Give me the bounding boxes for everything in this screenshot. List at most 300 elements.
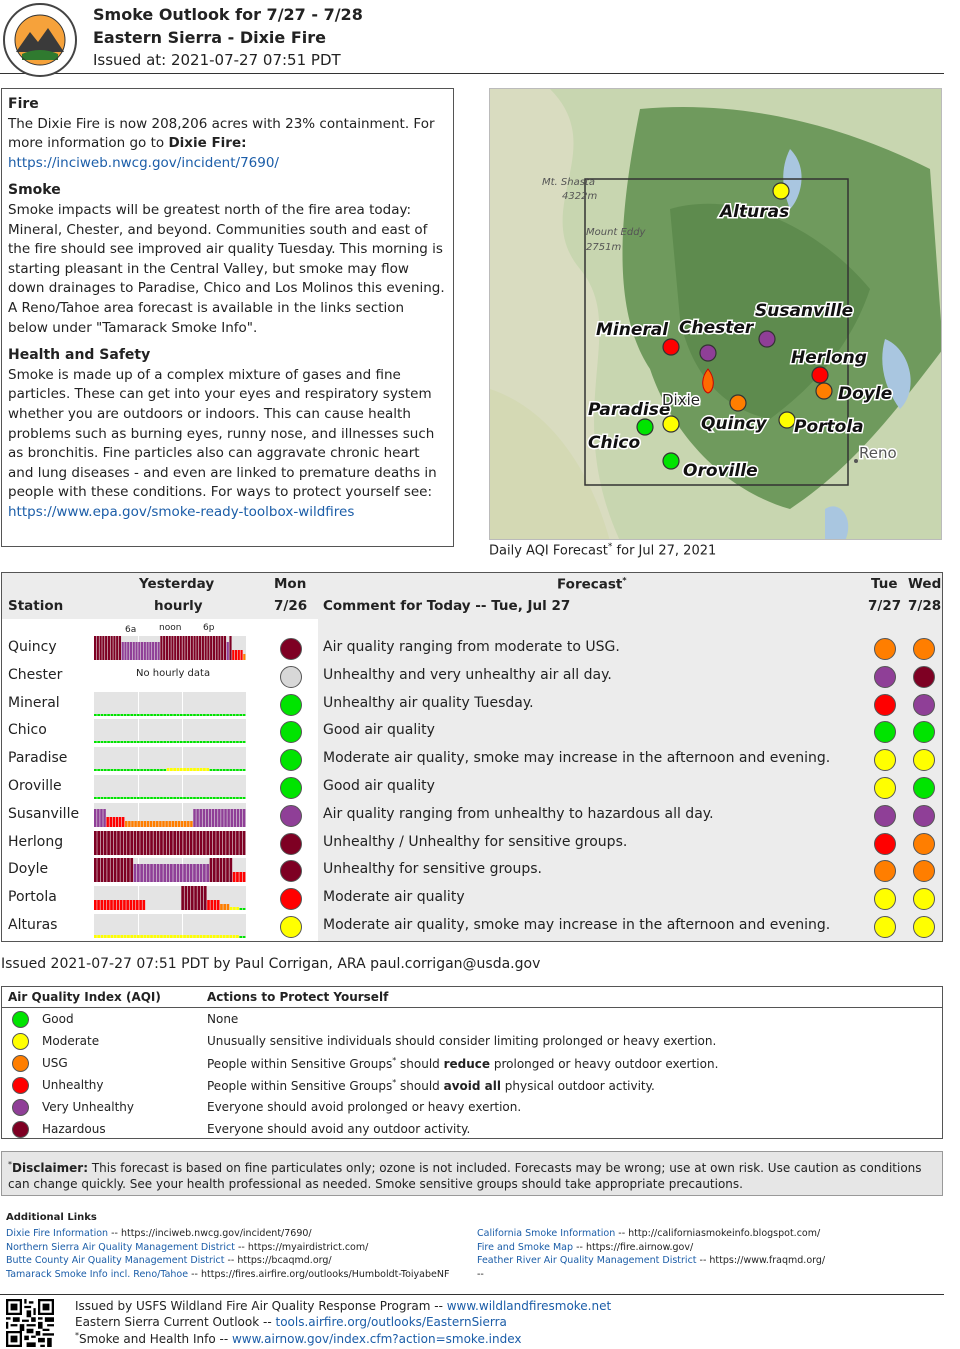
legend-dot (12, 1099, 29, 1116)
hourly-bar (134, 741, 137, 743)
hourly-bar (196, 768, 199, 771)
legend-dot (12, 1077, 29, 1094)
smoke-heading: Smoke (8, 182, 61, 199)
additional-links-heading: Additional Links (6, 1212, 97, 1223)
legend-action: Everyone should avoid any outdoor activity. (207, 1122, 471, 1136)
legend-dot (12, 1033, 29, 1050)
hourly-bar (94, 858, 97, 882)
airnow-link[interactable]: www.airnow.gov/index.cfm?action=smoke.index (231, 1332, 522, 1346)
additional-link: California Smoke Information -- http://californiasmokeinfo.blogspot.com/ (477, 1228, 821, 1239)
tue-aqi-dot (874, 860, 896, 882)
hourly-bar (120, 831, 123, 855)
hourly-bar (229, 935, 232, 938)
hourly-bar (97, 858, 100, 882)
program-logo (2, 2, 78, 78)
table-row (2, 830, 942, 858)
map-dot-susanville (759, 331, 775, 347)
hourly-bar (124, 714, 127, 716)
hourly-bar (127, 831, 130, 855)
hourly-bar (107, 769, 110, 771)
legend-row (2, 1009, 942, 1031)
hourly-bar (223, 797, 226, 799)
hourly-bar (183, 768, 186, 771)
hourly-bar (144, 831, 147, 855)
hourly-bar (105, 636, 107, 660)
hourly-bar (113, 636, 115, 660)
forecast-comment: Unhealthy / Unhealthy for sensitive groups. (323, 833, 628, 850)
hourly-bar (97, 769, 100, 771)
hourly-bar (104, 900, 107, 910)
hourly-bar (227, 642, 229, 660)
hourly-bar (229, 797, 232, 799)
hourly-bar (173, 741, 176, 743)
hourly-bar (97, 831, 100, 855)
hourly-bar (187, 768, 190, 771)
hourly-bar (153, 714, 156, 716)
hourly-bar (213, 636, 215, 660)
hourly-bar (104, 935, 107, 938)
hourly-bar (190, 768, 193, 771)
hourly-bar (216, 769, 219, 771)
hourly-bar (165, 821, 168, 827)
hourly-bar (134, 821, 137, 827)
hourly-bar (150, 769, 153, 771)
hourly-bar (234, 809, 237, 827)
hourly-bar (190, 797, 193, 799)
station-name: Doyle (8, 861, 49, 878)
hourly-bar (123, 900, 126, 910)
hourly-bar (193, 935, 196, 938)
hourly-bar (203, 768, 206, 771)
hourly-bar (120, 741, 123, 743)
hourly-bar (190, 821, 193, 827)
hourly-bar (144, 714, 147, 716)
map-label-doyle: Doyle (838, 384, 893, 404)
hourly-bar (155, 642, 157, 660)
inciweb-link[interactable]: https://inciweb.nwcg.gov/incident/7690/ (8, 154, 279, 171)
hourly-bar (184, 821, 187, 827)
hourly-bar (153, 769, 156, 771)
hourly-bar (213, 769, 216, 771)
forecast-comment: Moderate air quality, smoke may increase in the afternoon and evening. (323, 917, 831, 933)
disclaimer-text: This forecast is based on fine particulates only; ozone is not included. Forecasts may be wrong; use at own risk. Use caution as conditions can change quickly. See your health professional as needed. Smoke sensitive groups should take appropriate precautions. (8, 1161, 922, 1191)
hourly-bar (180, 741, 183, 743)
map-label-susanville: Susanville (755, 301, 854, 321)
hourly-bar (206, 831, 209, 855)
terrain-map (490, 89, 942, 540)
legend-action: Everyone should avoid prolonged or heavy exertion. (207, 1100, 522, 1114)
mon-aqi-dot (280, 666, 302, 688)
hourly-bar (97, 935, 100, 938)
hourly-bar (100, 636, 102, 660)
hourly-bar (157, 769, 160, 771)
map-label-peak1: Mt. Shasta (542, 177, 595, 188)
hourly-bar (153, 741, 156, 743)
col-wed: Wed (908, 576, 942, 592)
hourly-bar (223, 904, 226, 910)
hourly-bar (157, 831, 160, 855)
hourly-bar (200, 864, 203, 882)
tue-aqi-dot (874, 777, 896, 799)
map-dot-quincy (730, 395, 746, 411)
hourly-bar (159, 821, 162, 827)
link-name[interactable]: Fire and Smoke Map (477, 1241, 574, 1253)
hourly-bar (163, 831, 166, 855)
hourly-bar (190, 935, 193, 938)
hourly-bar (210, 935, 213, 938)
hourly-bar (187, 714, 190, 716)
hourly-bar (196, 864, 199, 882)
hourly-bar (203, 797, 206, 799)
hourly-bar (147, 935, 150, 938)
hourly-bar (236, 741, 239, 743)
hourly-bar (152, 642, 154, 660)
hourly-bar (130, 741, 133, 743)
hourly-bar (216, 636, 218, 660)
hourly-bar (173, 797, 176, 799)
hourly-bar (101, 714, 104, 716)
hourly-bar (210, 741, 213, 743)
hourly-bar (130, 900, 133, 910)
tue-aqi-dot (874, 666, 896, 688)
hourly-bar (218, 636, 220, 660)
hourly-bar (233, 714, 236, 716)
hourly-bar (226, 935, 229, 938)
hourly-bar (104, 769, 107, 771)
mon-aqi-dot (280, 888, 302, 910)
hourly-bar (160, 769, 163, 771)
legend-label: Good (42, 1012, 74, 1026)
aqi-legend (1, 986, 943, 1139)
map-label-peak2: Mount Eddy (586, 227, 646, 238)
hourly-bar (140, 741, 143, 743)
hourly-bar (135, 642, 137, 660)
map-label-paradise: Paradise (588, 400, 671, 420)
col-yesterday: Yesterday (139, 576, 215, 592)
hourly-bar (193, 831, 196, 855)
link-name[interactable]: Northern Sierra Air Quality Management District (6, 1241, 235, 1253)
hourly-bar (97, 809, 100, 827)
hourly-sparkline (94, 692, 246, 716)
hourly-bar (160, 935, 163, 938)
hourly-bar (133, 642, 135, 660)
hourly-bar (173, 768, 176, 771)
hourly-bar (170, 714, 173, 716)
legend-actions-heading: Actions to Protect Yourself (207, 990, 389, 1004)
hourly-bar (173, 831, 176, 855)
link-name[interactable]: Feather River Air Quality Management District (477, 1255, 697, 1267)
map-label-reno: Reno (859, 444, 897, 462)
hourly-bar (173, 714, 176, 716)
fire-paragraph (8, 115, 447, 174)
hourly-bar (206, 935, 209, 938)
hourly-bar (193, 864, 196, 882)
hourly-bar (130, 797, 133, 799)
wed-aqi-dot (913, 666, 935, 688)
hourly-bar (196, 636, 198, 660)
hourly-bar (97, 714, 100, 716)
hourly-bar (160, 741, 163, 743)
page-title: Smoke Outlook for 7/27 - 7/28 (93, 5, 363, 24)
station-name: Paradise (8, 750, 68, 767)
hourly-bar (200, 831, 203, 855)
hourly-bar (191, 636, 193, 660)
link-name[interactable]: Tamarack Smoke Info incl. Reno/Tahoe (6, 1269, 189, 1281)
hourly-bar (102, 636, 104, 660)
hourly-bar (160, 831, 163, 855)
current-outlook-link[interactable]: tools.airfire.org/outlooks/EasternSierra (275, 1315, 507, 1329)
hourly-bar (144, 864, 147, 882)
hourly-bar (203, 864, 206, 882)
tue-aqi-dot (874, 694, 896, 716)
hourly-bar (240, 650, 242, 660)
hourly-bar (215, 809, 218, 827)
hourly-bar (119, 636, 121, 660)
hourly-bar (173, 864, 176, 882)
hourly-bar (114, 831, 117, 855)
hourly-bar (137, 821, 140, 827)
wed-aqi-dot (913, 833, 935, 855)
hourly-bar (196, 809, 199, 827)
col-tue: Tue (871, 576, 898, 592)
hourly-bar (113, 817, 116, 827)
hourly-bar (157, 741, 160, 743)
hourly-bar (134, 714, 137, 716)
hourly-bar (107, 797, 110, 799)
tick-6p: 6p (203, 623, 215, 633)
hourly-bar (116, 817, 119, 827)
hourly-bar (213, 797, 216, 799)
forecast-comment: Unhealthy air quality Tuesday. (323, 694, 534, 711)
hourly-bar (114, 714, 117, 716)
hourly-bar (114, 935, 117, 938)
legend-row (2, 1031, 942, 1053)
hourly-bar (196, 831, 199, 855)
hourly-bar (187, 741, 190, 743)
hourly-bar (236, 831, 239, 855)
wildlandfiresmoke-link[interactable]: www.wildlandfiresmoke.net (446, 1299, 612, 1313)
footer-line-3: *Smoke and Health Info -- www.airnow.gov/index.cfm?action=smoke.index (75, 1331, 522, 1346)
hourly-bar (243, 809, 246, 827)
hourly-bar (111, 831, 114, 855)
hourly-bar (187, 821, 190, 827)
hourly-bar (124, 741, 127, 743)
tue-aqi-dot (874, 833, 896, 855)
hourly-bar (210, 858, 213, 882)
fire-heading: Fire (8, 96, 39, 112)
hourly-sparkline (94, 719, 246, 743)
footer-line-2: Eastern Sierra Current Outlook -- tools.airfire.org/outlooks/EasternSierra (75, 1315, 507, 1329)
hourly-bar (104, 831, 107, 855)
table-row (2, 774, 942, 802)
hourly-bar (94, 935, 97, 938)
hourly-bar (147, 642, 149, 660)
hourly-bar (183, 831, 186, 855)
hourly-bar (150, 714, 153, 716)
hourly-bar (233, 831, 236, 855)
hourly-bar (177, 741, 180, 743)
additional-link: Butte County Air Quality Management District -- https://bcaqmd.org/ (6, 1255, 332, 1267)
mon-aqi-dot (280, 833, 302, 855)
hourly-bar (106, 817, 109, 827)
hourly-bar (94, 900, 97, 910)
col-mon: Mon (274, 576, 307, 592)
hourly-bar (183, 797, 186, 799)
map-dot-portola (779, 412, 795, 428)
hourly-bar (224, 636, 226, 660)
hourly-bar (182, 636, 184, 660)
hourly-bar (232, 650, 234, 660)
hourly-bar (160, 636, 162, 660)
hourly-bar (190, 741, 193, 743)
hourly-bar (124, 858, 127, 882)
hourly-bar (124, 769, 127, 771)
hourly-bar (203, 935, 206, 938)
hourly-bar (223, 858, 226, 882)
hourly-bar (229, 714, 232, 716)
hourly-sparkline (94, 831, 246, 855)
hourly-bar (153, 797, 156, 799)
hourly-bar (147, 831, 150, 855)
map-label-chester: Chester (679, 318, 754, 338)
hourly-bar (200, 741, 203, 743)
hourly-bar (133, 900, 136, 910)
hourly-bar (206, 741, 209, 743)
hourly-bar (101, 831, 104, 855)
hourly-bar (177, 768, 180, 771)
legend-action: None (207, 1012, 239, 1026)
station-name: Chester (8, 666, 63, 683)
additional-link: Northern Sierra Air Quality Management District -- https://myairdistrict.com/ (6, 1241, 369, 1253)
hourly-bar (243, 908, 246, 910)
hourly-bar (190, 864, 193, 882)
hourly-bar (177, 864, 180, 882)
hourly-bar (111, 741, 114, 743)
hourly-bar (223, 935, 226, 938)
hourly-bar (134, 831, 137, 855)
link-name[interactable]: California Smoke Information (477, 1228, 616, 1239)
mon-aqi-dot (280, 749, 302, 771)
hourly-bar (160, 797, 163, 799)
hourly-bar (147, 714, 150, 716)
hourly-bar (243, 769, 246, 771)
legend-action: People within Sensitive Groups* should avoid all physical outdoor activity. (207, 1078, 655, 1093)
link-name[interactable]: Butte County Air Quality Management District (6, 1255, 225, 1267)
outlook-text-box (1, 88, 454, 547)
hourly-bar (101, 935, 104, 938)
map-dot-doyle (816, 383, 832, 399)
hourly-bar (216, 831, 219, 855)
hourly-bar (221, 809, 224, 827)
hourly-bar (206, 768, 209, 771)
legend-row (2, 1053, 942, 1075)
link-name[interactable]: Dixie Fire Information (6, 1228, 109, 1239)
col-tue-date: 7/27 (868, 598, 902, 614)
hourly-bar (130, 935, 133, 938)
hourly-bar (153, 864, 156, 882)
hourly-bar (229, 769, 232, 771)
station-name: Herlong (8, 833, 64, 850)
epa-link[interactable]: https://www.epa.gov/smoke-ready-toolbox-wildfires (8, 503, 355, 520)
hourly-bar (183, 714, 186, 716)
wed-aqi-dot (913, 694, 935, 716)
additional-link: Feather River Air Quality Management District -- https://www.fraqmd.org/ (477, 1255, 826, 1267)
hourly-bar (111, 858, 114, 882)
health-paragraph (8, 366, 447, 523)
hourly-bar (173, 935, 176, 938)
hourly-bar (157, 864, 160, 882)
hourly-bar (144, 935, 147, 938)
hourly-bar (124, 642, 126, 660)
hourly-bar (101, 858, 104, 882)
additional-link: Fire and Smoke Map -- https://fire.airnow.gov/ (477, 1241, 694, 1253)
hourly-bar (193, 714, 196, 716)
hourly-bar (111, 797, 114, 799)
hourly-bar (124, 935, 127, 938)
hourly-bar (94, 809, 97, 827)
hourly-bar (94, 797, 97, 799)
station-forecast-table (1, 572, 943, 942)
hourly-bar (170, 935, 173, 938)
hourly-bar (187, 831, 190, 855)
hourly-bar (210, 714, 213, 716)
station-name: Mineral (8, 694, 60, 711)
station-name: Quincy (8, 639, 57, 655)
hourly-bar (202, 636, 204, 660)
hourly-bar (134, 864, 137, 882)
legend-aqi-heading: Air Quality Index (AQI) (8, 990, 161, 1004)
hourly-bar (216, 741, 219, 743)
hourly-bar (210, 636, 212, 660)
hourly-bar (185, 636, 187, 660)
hourly-bar (229, 831, 232, 855)
hourly-bar (226, 769, 229, 771)
health-text: Smoke is made up of a complex mixture of gases and fine particles. These can get into your eyes and respiratory system whether you are outdoors or indoors. This can cause health problems such as burning eyes, runny nose, and illnesses such as bronchitis. Fine particles also can aggravate chronic heart and lung diseases - and even are linked to premature deaths in people with these conditions. For ways to protect yourself see: (8, 366, 437, 501)
hourly-bar (167, 864, 170, 882)
tue-aqi-dot (874, 916, 896, 938)
hourly-sparkline (94, 775, 246, 799)
legend-action: People within Sensitive Groups* should reduce prolonged or heavy outdoor exertion. (207, 1056, 719, 1071)
tue-aqi-dot (874, 888, 896, 910)
hourly-bar (227, 904, 230, 910)
hourly-bar (128, 821, 131, 827)
hourly-bar (136, 900, 139, 910)
hourly-bar (127, 769, 130, 771)
hourly-bar (147, 741, 150, 743)
hourly-bar (220, 831, 223, 855)
hourly-bar (100, 900, 103, 910)
hourly-bar (206, 864, 209, 882)
hourly-bar (167, 935, 170, 938)
fire-text: The Dixie Fire is now 208,206 acres with 23% containment. For more information go to (8, 115, 435, 152)
hourly-bar (127, 714, 130, 716)
hourly-bar (157, 797, 160, 799)
col-wed-date: 7/28 (908, 598, 942, 614)
hourly-bar (180, 864, 183, 882)
hourly-bar (183, 741, 186, 743)
hourly-bar (243, 872, 246, 882)
hourly-bar (209, 809, 212, 827)
hourly-bar (196, 797, 199, 799)
forecast-comment: Unhealthy for sensitive groups. (323, 861, 542, 878)
hourly-bar (238, 650, 240, 660)
hourly-bar (216, 797, 219, 799)
hourly-bar (236, 797, 239, 799)
hourly-bar (107, 900, 110, 910)
hourly-bar (104, 714, 107, 716)
hourly-bar (160, 714, 163, 716)
qr-code-icon (6, 1299, 54, 1347)
